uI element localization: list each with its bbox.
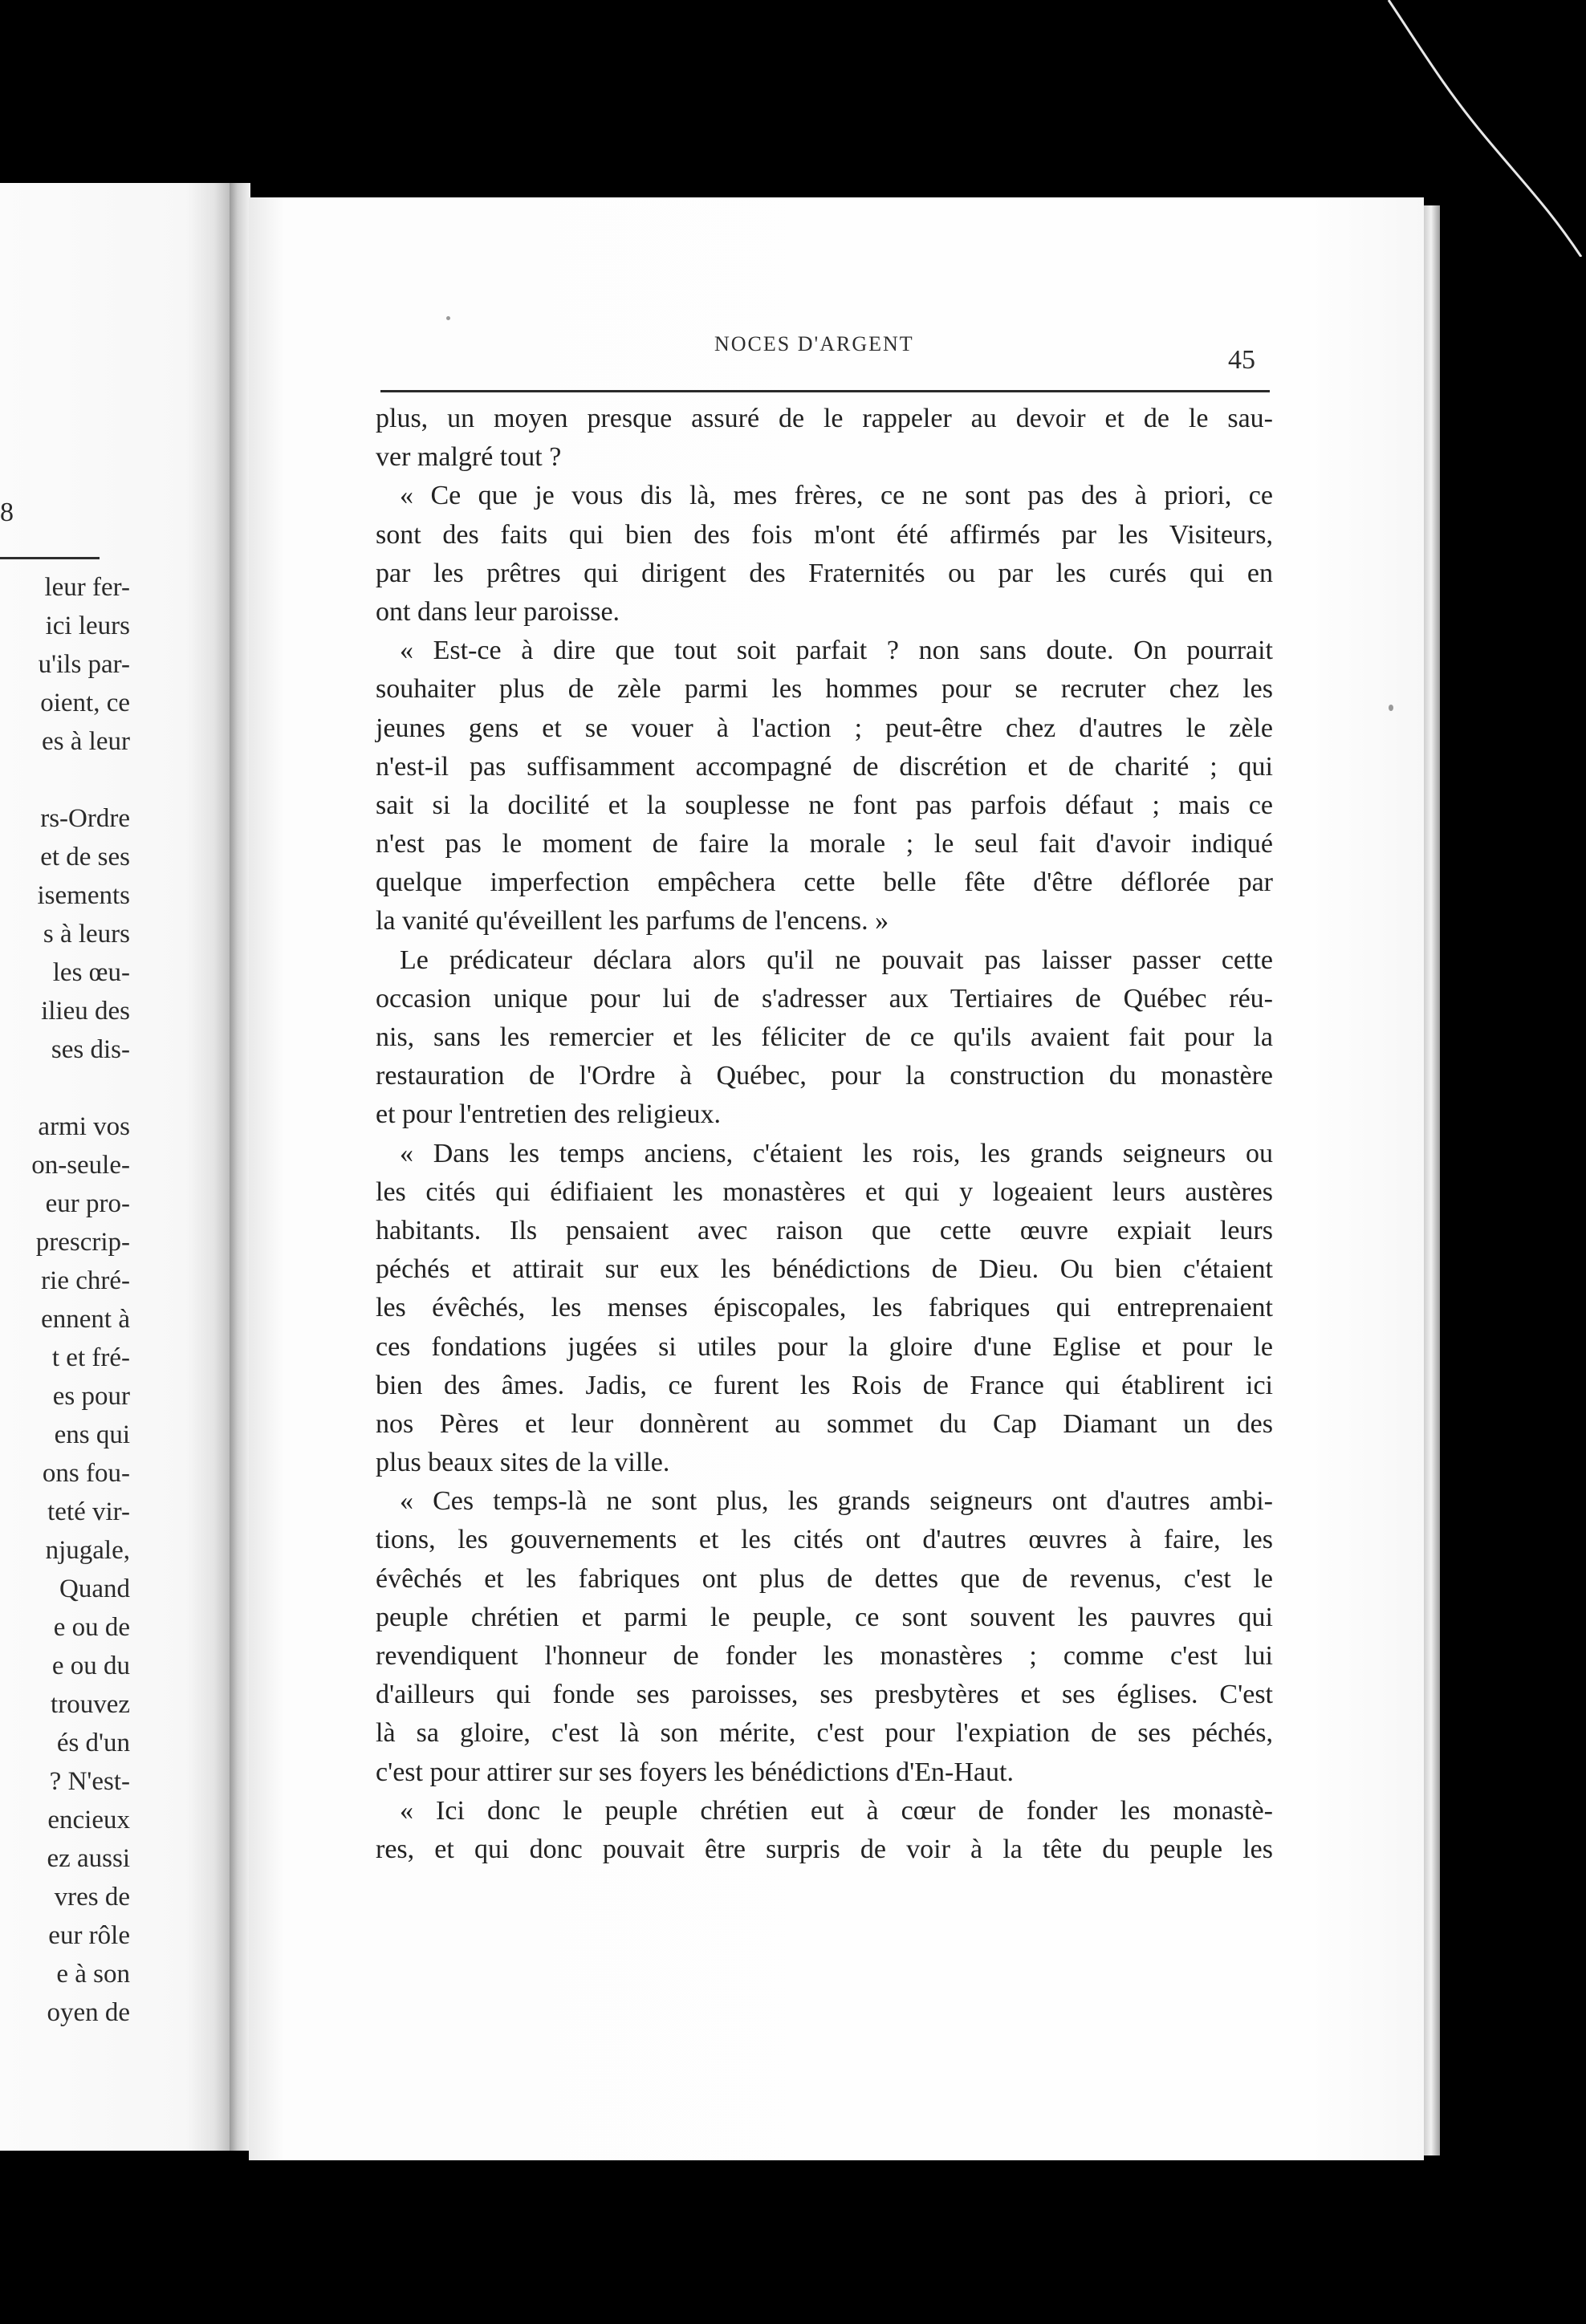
text-line: et de ses (40, 843, 130, 872)
text-line: restauration de l'Ordre à Québec, pour la construction du monastère (376, 1061, 1273, 1091)
text-line: ons fou- (42, 1459, 130, 1488)
text-line: ez aussi (47, 1844, 130, 1873)
text-line: n'est pas le moment de faire la morale ; le seul fait d'avoir indiqué (376, 829, 1273, 859)
current-page (249, 197, 1424, 2160)
text-line: péchés et attirait sur eux les bénédictions de Dieu. Ou bien c'étaient (376, 1254, 1273, 1285)
text-line: peuple chrétien et parmi le peuple, ce sont souvent les pauvres qui (376, 1602, 1273, 1632)
text-line: e à son (56, 1960, 130, 1989)
text-line: ici leurs (45, 611, 130, 640)
text-line: là sa gloire, c'est là son mérite, c'est pour l'expiation de ses péchés, (376, 1718, 1273, 1749)
text-line: habitants. Ils pensaient avec raison que cette œuvre expiait leurs (376, 1215, 1273, 1245)
text-line: souhaiter plus de zèle parmi les hommes pour se recruter chez les (376, 674, 1273, 705)
text-line: ens qui (54, 1420, 130, 1449)
text-line: armi vos (38, 1112, 130, 1141)
text-line: isements (37, 881, 130, 910)
text-line: quelque imperfection empêchera cette belle fête d'être déflorée par (376, 867, 1273, 898)
text-line: t et fré- (51, 1343, 130, 1372)
text-line: plus, un moyen presque assuré de le rappeler au devoir et de le sau- (376, 404, 1273, 433)
running-title: NOCES D'ARGENT (714, 332, 914, 356)
text-line: les œu- (52, 958, 130, 987)
text-line: teté vir- (47, 1497, 130, 1526)
text-line: oyen de (47, 1998, 130, 2027)
text-line: c'est pour attirer sur ses foyers les bénédictions d'En-Haut. (376, 1757, 1014, 1787)
text-line: e ou de (53, 1613, 130, 1642)
text-line: leur fer- (44, 573, 130, 602)
previous-page-header-rule (0, 557, 100, 559)
book-gutter (230, 183, 250, 2151)
text-line: occasion unique pour lui de s'adresser aux Tertiaires de Québec réu- (376, 983, 1273, 1014)
text-line: la vanité qu'éveillent les parfums de l'encens. » (376, 906, 889, 937)
text-line: tions, les gouvernements et les cités ont d'autres œuvres à faire, les (376, 1525, 1273, 1555)
text-line: es pour (52, 1382, 130, 1411)
text-line: encieux (47, 1806, 130, 1834)
ink-speck (1389, 705, 1393, 711)
text-line: vres de (54, 1883, 130, 1912)
text-line: oient, ce (40, 689, 130, 717)
text-line: « Ici donc le peuple chrétien eut à cœur de fonder les monastè- (400, 1795, 1273, 1826)
text-line: et pour l'entretien des religieux. (376, 1099, 722, 1130)
text-line: ennent à (41, 1305, 130, 1334)
text-line: trouvez (51, 1690, 130, 1719)
text-line: ont dans leur paroisse. (376, 596, 620, 627)
text-line: sait si la docilité et la souplesse ne font pas parfois défaut ; mais ce (376, 790, 1273, 820)
text-line: rie chré- (41, 1266, 130, 1295)
text-line: « Ces temps-là ne sont plus, les grands seigneurs ont d'autres ambi- (400, 1486, 1273, 1517)
text-line: nos Pères et leur donnèrent au sommet du Cap Diamant un des (376, 1408, 1273, 1439)
text-line: Quand (59, 1574, 130, 1603)
page-number: 45 (1228, 345, 1255, 375)
body-text (376, 400, 1273, 1869)
text-line: és d'un (56, 1729, 130, 1757)
text-line: jeunes gens et se vouer à l'action ; peut-être chez d'autres le zèle (376, 713, 1273, 743)
text-line: ses dis- (51, 1035, 130, 1064)
text-line: par les prêtres qui dirigent des Fraternités ou par les curés qui en (376, 558, 1273, 588)
text-line: sont des faits qui bien des fois m'ont été affirmés par les Visiteurs, (376, 519, 1273, 550)
text-line: plus beaux sites de la ville. (376, 1448, 670, 1478)
previous-page-text-column (0, 568, 130, 2032)
text-line: njugale, (45, 1536, 130, 1565)
text-line: e ou du (51, 1652, 130, 1680)
text-line: Le prédicateur déclara alors qu'il ne pouvait pas laisser passer cette (400, 945, 1273, 975)
text-line: « Ce que je vous dis là, mes frères, ce ne sont pas des à priori, ce (400, 481, 1273, 511)
text-line: ver malgré tout ? (376, 442, 562, 473)
text-line: ces fondations jugées si utiles pour la gloire d'une Eglise et pour le (376, 1331, 1273, 1362)
text-line: ? N'est- (49, 1767, 130, 1796)
text-line: on-seule- (31, 1151, 130, 1180)
text-line: n'est-il pas suffisamment accompagné de discrétion et de charité ; qui (376, 751, 1273, 782)
text-line: les cités qui édifiaient les monastères et qui y logeaient leurs austères (376, 1176, 1273, 1207)
page-edge (1424, 205, 1440, 2155)
header-rule (380, 390, 1270, 392)
previous-page (0, 183, 233, 2151)
text-line: les évêchés, les menses épiscopales, les fabriques qui entreprenaient (376, 1293, 1273, 1323)
text-line: u'ils par- (38, 650, 130, 679)
text-line: bien des âmes. Jadis, ce furent les Rois de France qui établirent ici (376, 1370, 1273, 1400)
text-line: d'ailleurs qui fonde ses paroisses, ses presbytères et ses églises. C'est (376, 1680, 1273, 1710)
text-line: nis, sans les remercier et les féliciter de ce qu'ils avaient fait pour la (376, 1022, 1273, 1052)
previous-page-folio-fragment: 8 (0, 498, 14, 527)
ink-speck (446, 316, 450, 320)
text-line: prescrip- (35, 1228, 130, 1257)
text-line: eur rôle (48, 1921, 130, 1950)
text-line: revendiquent l'honneur de fonder les monastères ; comme c'est lui (376, 1641, 1273, 1671)
paragraph-gap (0, 1069, 130, 1107)
text-line: es à leur (42, 727, 130, 756)
text-line: ilieu des (41, 997, 130, 1026)
text-line: s à leurs (43, 920, 130, 949)
text-line: rs-Ordre (40, 804, 130, 833)
paragraph-gap (0, 761, 130, 799)
text-line: res, et qui donc pouvait être surpris de voir à la tête du peuple les (376, 1834, 1273, 1864)
text-line: « Dans les temps anciens, c'étaient les rois, les grands seigneurs ou (400, 1138, 1273, 1168)
text-line: eur pro- (45, 1189, 130, 1218)
text-line: « Est-ce à dire que tout soit parfait ? non sans doute. On pourrait (400, 636, 1273, 666)
text-line: évêchés et les fabriques ont plus de dettes que de revenus, c'est le (376, 1563, 1273, 1594)
